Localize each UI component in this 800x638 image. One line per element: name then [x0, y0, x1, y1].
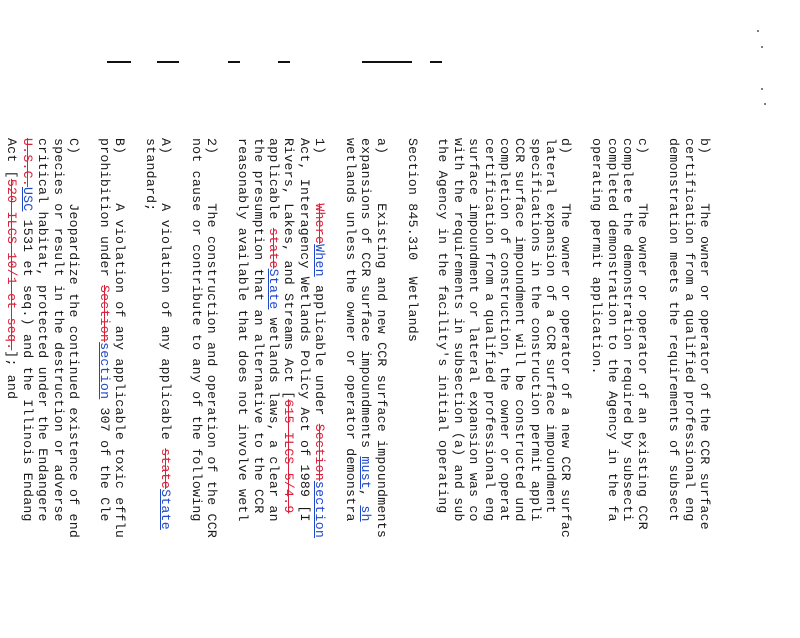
text-line: [358, 138, 373, 638]
text-line: [435, 138, 450, 638]
text-line: [666, 138, 681, 638]
paragraph-gap: [81, 138, 96, 638]
text-line: [697, 138, 712, 638]
text-line: [450, 138, 465, 638]
text-line: [512, 138, 527, 638]
margin-mark: [278, 61, 290, 63]
text-run: certification from a qualified professional eng: [681, 138, 697, 522]
text-line: [158, 138, 173, 638]
text-line: [589, 138, 604, 638]
text-line: [373, 138, 388, 638]
text-run: applicable: [266, 138, 282, 228]
text-run: lateral expansion of a CCR surface impoundment: [543, 138, 559, 514]
paragraph-gap: [127, 138, 142, 638]
text-run: Section 845.310 Wetlands: [404, 138, 420, 343]
text-run: b) The owner or operator of the CCR surface: [697, 138, 712, 530]
text-run: ]; and: [4, 350, 20, 400]
text-line: [143, 138, 158, 638]
text-line: [558, 138, 573, 638]
inserted-text: State: [266, 268, 282, 310]
text-line: [96, 138, 111, 638]
text-line: [604, 138, 619, 638]
text-run: Act [: [4, 138, 20, 179]
text-run: with the requirements in subsection (a) and sub: [450, 138, 466, 522]
text-run: operating permit application.: [589, 138, 605, 375]
text-line: [4, 138, 19, 638]
rotated-document-body: [0, 138, 712, 638]
text-line: [112, 138, 127, 638]
text-run: not cause or contribute to any of the following: [189, 138, 205, 522]
text-run: wetlands unless the owner or operator demonstra: [343, 138, 359, 522]
text-run: surface impoundment or lateral expansion was co: [466, 138, 482, 522]
scan-speck: [761, 88, 763, 90]
text-run: reasonably available that does not involve wetl: [235, 138, 251, 522]
margin-mark: [157, 61, 179, 63]
text-run: demonstration meets the requirements of subsect: [666, 138, 682, 522]
text-run: applicable under: [312, 276, 328, 424]
text-run: the Agency in the facility's initial operating: [435, 138, 451, 514]
paragraph-gap: [173, 138, 188, 638]
paragraph-gap: [389, 138, 404, 638]
text-run: standard;: [142, 138, 158, 212]
text-line: [527, 138, 542, 638]
text-line: [235, 138, 250, 638]
text-run: B) A violation of any applicable toxic efflu: [112, 138, 128, 539]
text-line: [66, 138, 81, 638]
deleted-text: 520 ILCS 10/1 et seq.: [4, 178, 20, 351]
text-line: [543, 138, 558, 638]
text-line: [466, 138, 481, 638]
text-line: [343, 138, 358, 638]
deleted-text: state: [266, 227, 282, 269]
text-run: 2) The construction and operation of the CCR: [204, 138, 220, 539]
margin-mark: [107, 61, 131, 63]
text-run: C) Jeopardize the continued existence of end: [65, 138, 81, 539]
text-run: the presumption that an alternative to the CCR: [250, 138, 266, 514]
text-run: Rivers, Lakes, and Streams Act [: [281, 138, 297, 400]
inserted-text: section: [312, 480, 328, 539]
text-run: critical habitat, protected under the Endangere: [35, 138, 51, 522]
text-run: prohibition under: [96, 138, 112, 285]
inserted-text: When: [312, 244, 328, 277]
text-line: [281, 138, 296, 638]
text-run: [158, 530, 173, 538]
text-line: [635, 138, 650, 638]
deleted-text: state: [158, 448, 174, 490]
paragraph-gap: [327, 138, 342, 638]
margin-mark: [228, 61, 240, 63]
margin-mark: [362, 61, 412, 63]
text-line: [497, 138, 512, 638]
text-run: certification from a qualified professional eng: [481, 138, 497, 522]
text-run: CCR surface impoundment will be constructed und: [512, 138, 528, 522]
text-run: a) Existing and new CCR surface impoundments: [373, 138, 389, 547]
paragraph-gap: [420, 138, 435, 638]
text-run: c) The owner or operator of an existing CCR: [635, 138, 651, 530]
text-line: [35, 138, 50, 638]
text-line: [266, 138, 281, 638]
inserted-text: sh: [358, 505, 374, 522]
text-line: [250, 138, 265, 638]
text-line: [296, 138, 311, 638]
text-run: species or result in the destruction or adverse: [50, 138, 66, 522]
section-heading: [404, 138, 419, 638]
text-run: completion of construction, the owner or operat: [496, 138, 512, 522]
scan-speck: [764, 103, 766, 105]
text-line: [681, 138, 696, 638]
text-line: [189, 138, 204, 638]
paragraph-gap: [220, 138, 235, 638]
deleted-text: U.S.C.: [19, 138, 35, 187]
scan-speck: [757, 30, 759, 32]
paragraph-gap: [573, 138, 588, 638]
text-run: complete the demonstration required by subsecti: [620, 138, 636, 522]
text-run: A) A violation of any applicable: [158, 138, 174, 449]
text-line: [204, 138, 219, 638]
text-run: d) The owner or operator of a new CCR surfac: [558, 138, 574, 539]
paragraph-gap: [650, 138, 665, 638]
text-line: [481, 138, 496, 638]
text-run: 307 of the Cle: [96, 399, 112, 522]
inserted-text: must: [358, 456, 374, 490]
inserted-text: section: [96, 342, 112, 400]
deleted-text: Section: [312, 423, 328, 481]
inserted-text: State: [158, 489, 174, 530]
text-run: 1): [312, 138, 328, 204]
deleted-text: Where: [312, 203, 328, 245]
text-run: Act, Interagency Wetlands Policy Act of 1989 [I: [296, 138, 312, 522]
text-run: specifications in the construction permit appli: [527, 138, 543, 522]
text-line: [620, 138, 635, 638]
inserted-text: USC: [19, 186, 35, 212]
text-line: [312, 138, 327, 638]
scan-speck: [761, 46, 763, 48]
text-run: expansions of CCR surface impoundments: [358, 138, 374, 457]
text-line: [50, 138, 65, 638]
text-run: wetlands laws, a clear an: [266, 309, 282, 522]
text-run: 1531 et seq.) and the Illinois Endang: [19, 211, 35, 522]
text-run: ,: [358, 489, 374, 506]
text-run: completed demonstration to the Agency in the fa: [604, 138, 620, 522]
text-line: [19, 138, 34, 638]
margin-mark: [430, 61, 442, 63]
deleted-text: Section: [96, 284, 112, 343]
deleted-text: 615 ILCS 5/4.9: [281, 399, 297, 514]
